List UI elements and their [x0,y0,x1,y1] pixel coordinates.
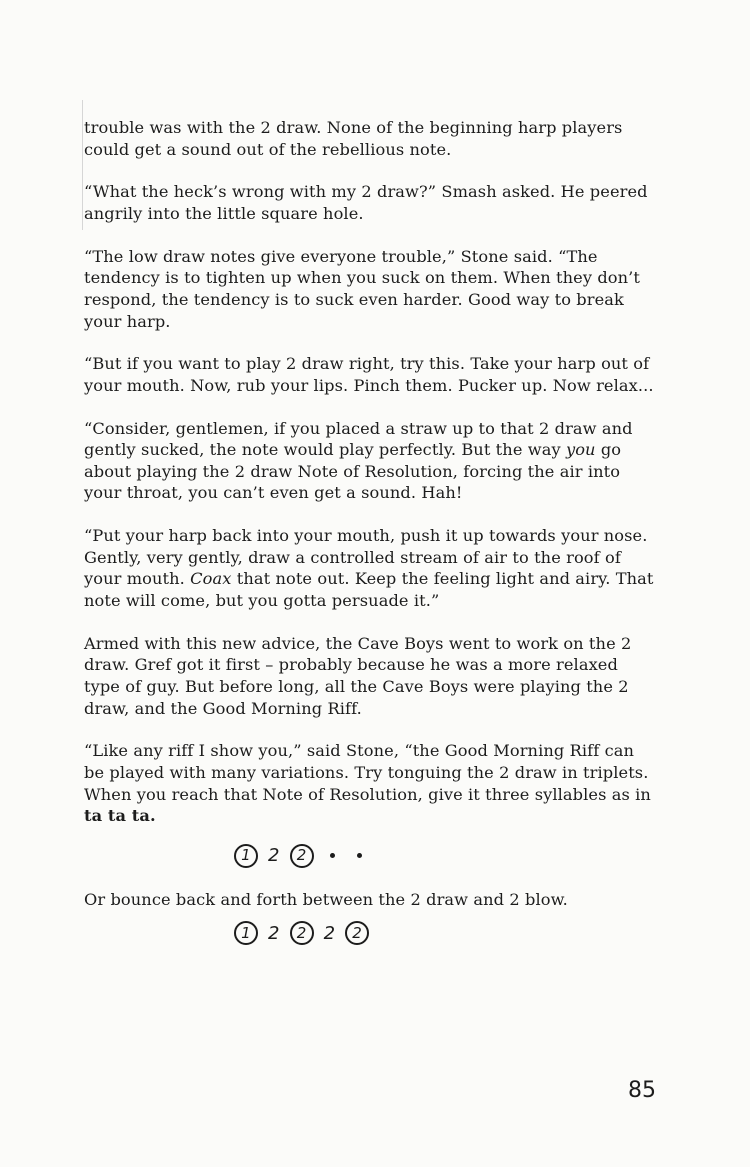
paragraph-2: “What the heck’s wrong with my 2 draw?” Smash asked. He peered angrily into the little square hole. [84,182,648,223]
hole-2-blow-symbol: 2 [268,922,280,944]
paragraph-7: Armed with this new advice, the Cave Boys went to work on the 2 draw. Gref got it first – probably because he was a more relaxed type of guy. But before long, all the Cave Boys were playing the 2 draw, and the Good Morning Riff. [84,633,632,718]
margin-rule [82,100,83,230]
repeat-dot [357,853,362,858]
paragraph-3: “The low draw notes give everyone trouble,” Stone said. “The tendency is to tighten up when you suck on them. When they don’t respond, the tendency is to suck even harder. Good way to break your harp. [84,246,641,331]
hole-1-draw-symbol: 1 [234,921,258,945]
riff-syllables: ta ta ta. [84,806,156,826]
riff-text: “Like any riff I show you,” said Stone, “the Good Morning Riff can be played with many variations. Try tonguing the 2 draw in triplets. When you reach that Note of Resolution, give it three syllables as in [84,741,651,804]
hole-2-blow-symbol: 2 [323,922,336,944]
paragraph-5 [84,418,654,504]
paragraph-5-emphasis: you [565,440,596,460]
hole-2-draw-symbol: 2 [345,921,369,945]
hole-2-draw-symbol: 2 [290,921,314,945]
hole-1-draw-symbol: 1 [234,844,258,868]
page-number: 85 [628,1078,656,1103]
paragraph-6-text-a: “Put your harp back into your mouth, push it up towards your nose. Gently, very gently, draw a controlled stream of air to the roof of your mouth. [84,526,648,589]
tab-notation-bounce [234,916,654,950]
body-text [84,117,654,950]
paragraph-6 [84,525,654,611]
paragraph-5-text-b: go about playing the 2 draw Note of Resolution, forcing the air into your throat, you can’t even get a sound. Hah! [84,440,622,503]
repeat-dot [330,853,335,858]
hole-2-blow-symbol: 2 [268,844,280,866]
paragraph-8 [84,740,654,826]
tab-notation-triplets [234,839,654,873]
paragraph-5-text-a: “Consider, gentlemen, if you placed a straw up to that 2 draw and gently sucked, the note would play perfectly. But the way [84,418,633,460]
paragraph-6-emphasis: Coax [190,569,232,589]
paragraph-6-text-b: that note out. Keep the feeling light and airy. That note will come, but you gotta persuade it.” [84,569,654,611]
paragraph-4: “But if you want to play 2 draw right, try this. Take your harp out of your mouth. Now, rub your lips. Pinch them. Pucker up. Now relax... [84,354,654,395]
paragraph-1: trouble was with the 2 draw. None of the beginning harp players could get a sound out of the rebellious note. [84,118,623,159]
bounce-instruction: Or bounce back and forth between the 2 draw and 2 blow. [84,889,568,909]
hole-2-draw-symbol: 2 [290,844,314,868]
